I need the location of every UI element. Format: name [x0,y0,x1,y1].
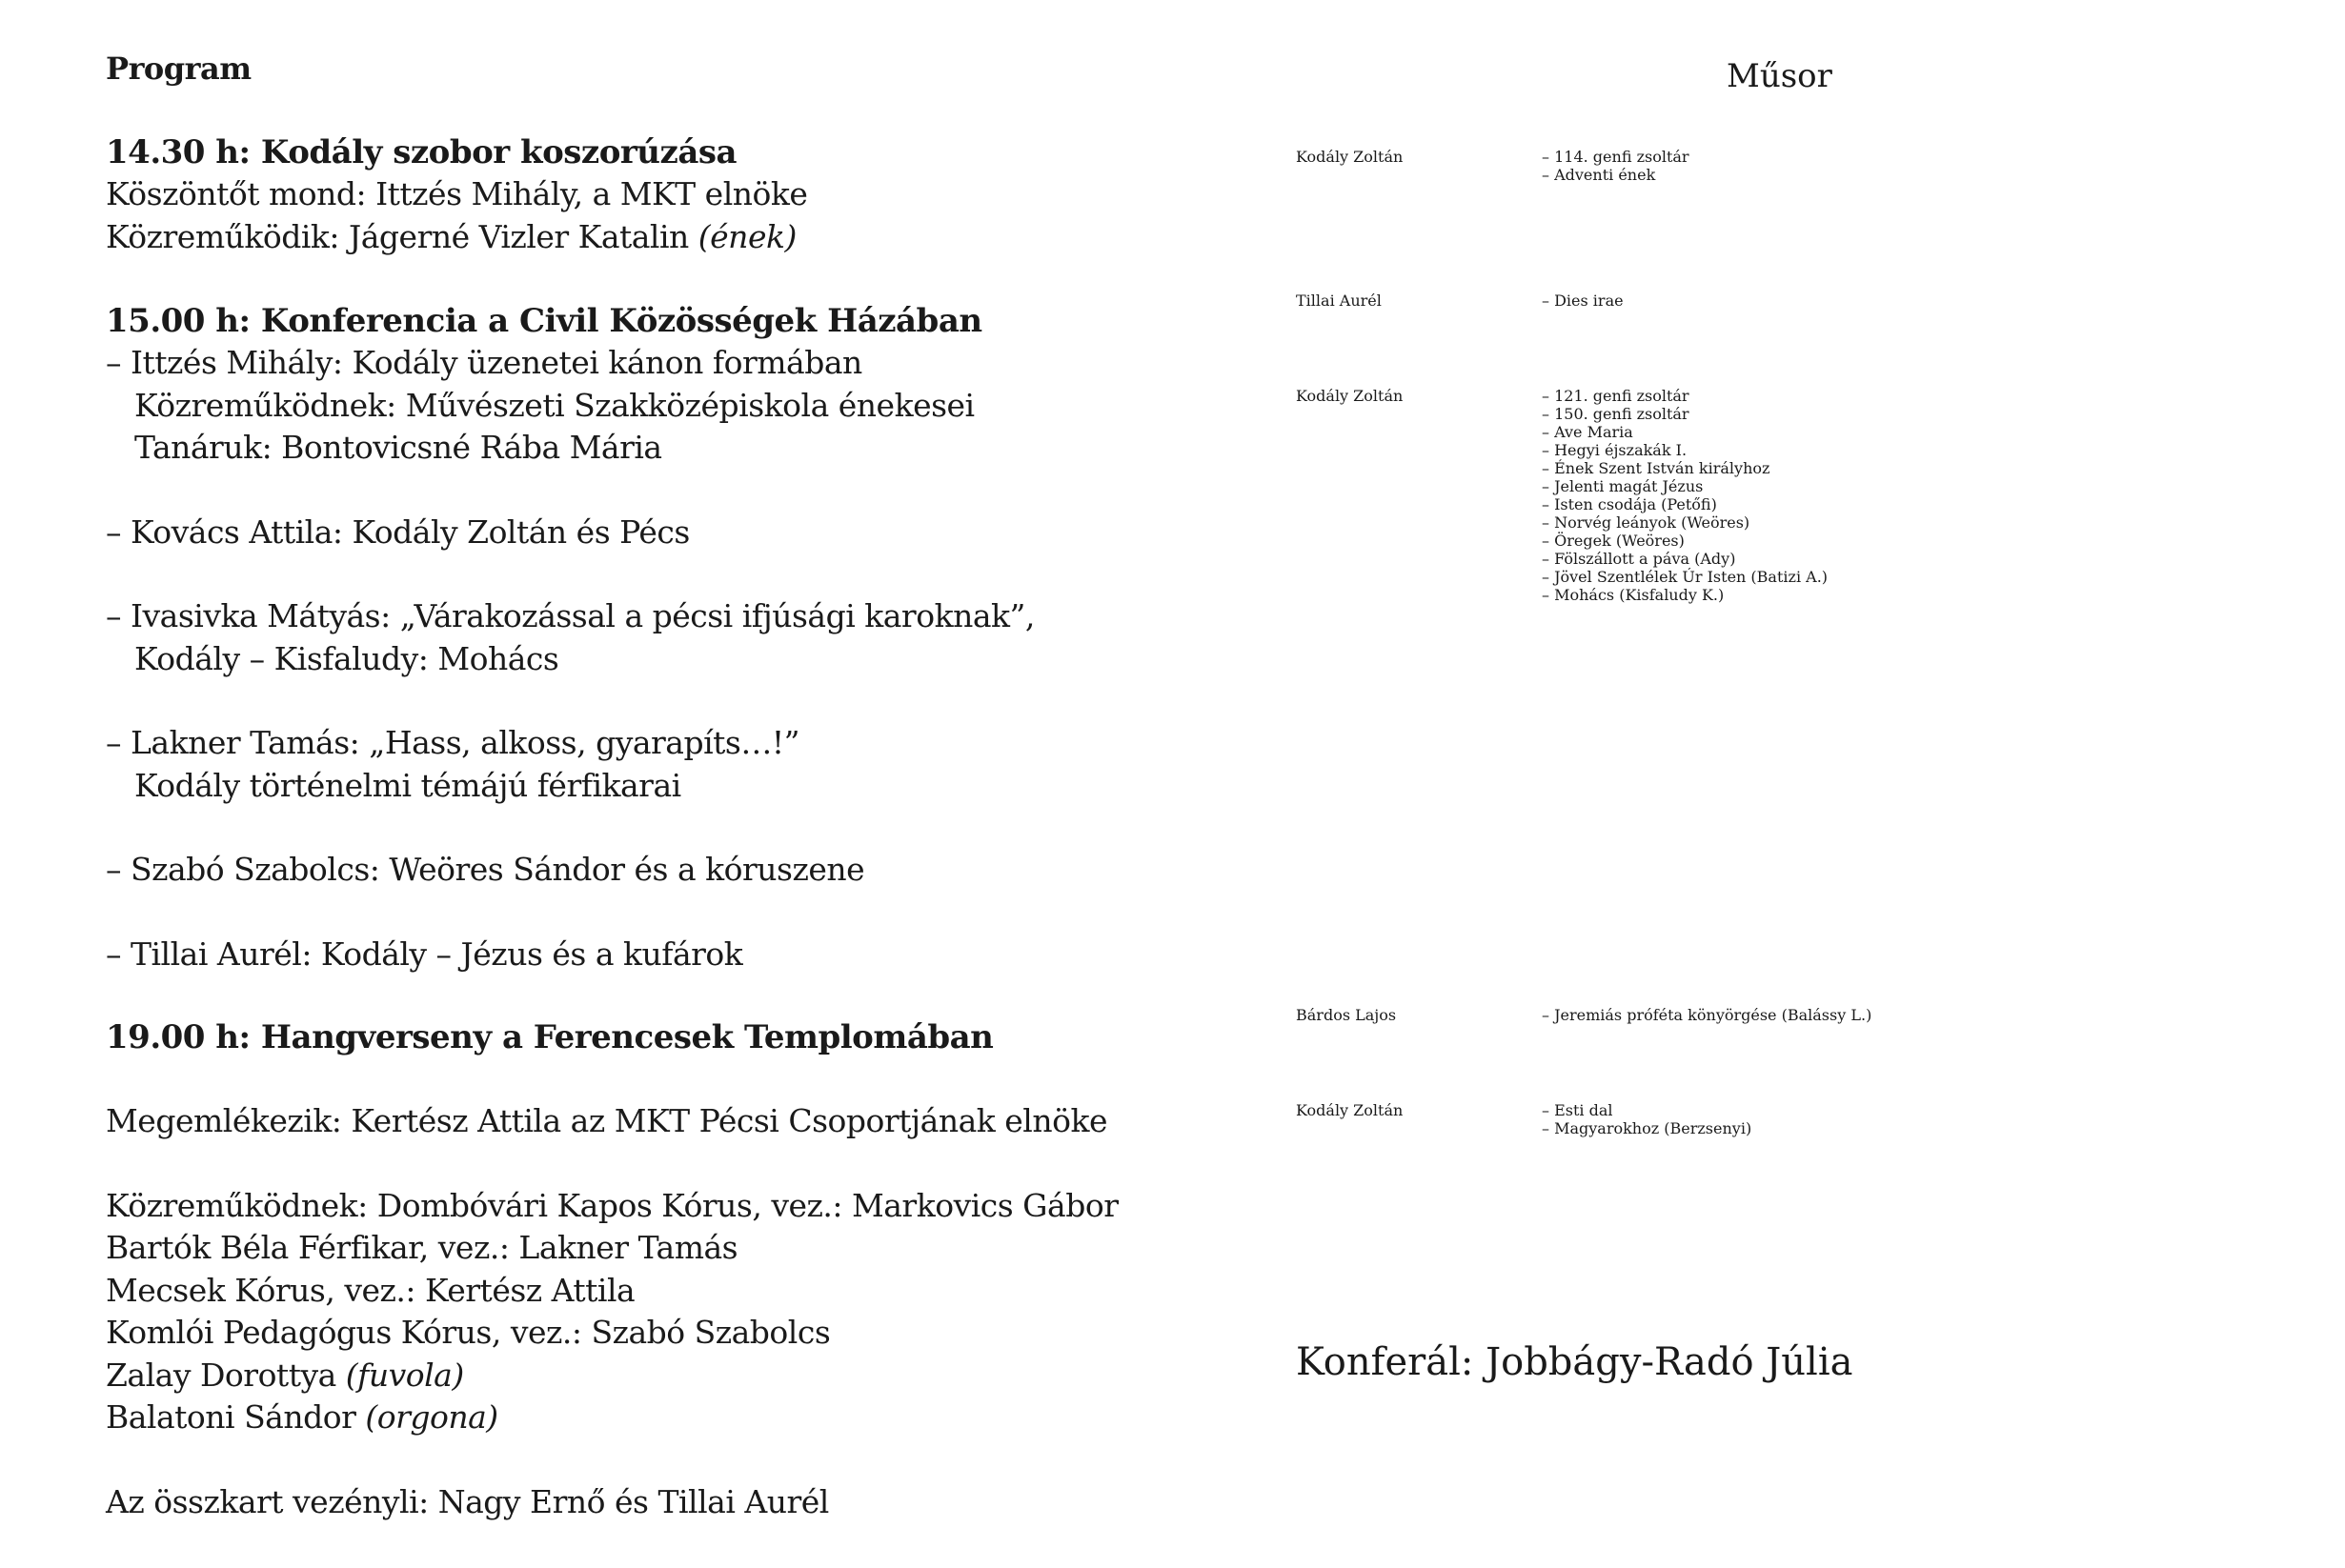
performer-line-6 [106,1397,1230,1439]
section-heading-wreath: 14.30 h: Kodály szobor koszorúzása [106,133,738,171]
performer-5-instrument: (fuvola) [345,1356,464,1394]
performer-6-name: Balatoni Sándor [106,1398,366,1436]
program-title: Program [106,50,252,87]
performer-line-2: Bartók Béla Férfikar, vez.: Lakner Tamás [106,1229,738,1266]
talk-1-teacher: Tanáruk: Bontovicsné Rába Mária [134,429,662,466]
composer-name: Tillai Aurél [1296,291,1382,310]
piece-item: – Fölszállott a páva (Ady) [1542,550,1736,568]
talk-5-title: – Szabó Szabolcs: Weöres Sándor és a kóruszene [106,851,865,888]
piece-item: – 114. genfi zsoltár [1542,148,1689,166]
program-column [106,48,1230,1523]
performer-line-4: Komlói Pedagógus Kórus, vez.: Szabó Szabolcs [106,1314,831,1351]
composer-name: Kodály Zoltán [1296,148,1404,166]
piece-item: – Dies irae [1542,291,1624,310]
welcome-speaker: Köszöntőt mond: Ittzés Mihály, a MKT elnöke [106,175,808,212]
performer-line-3: Mecsek Kórus, vez.: Kertész Attila [106,1271,636,1309]
piece-item: – 121. genfi zsoltár [1542,387,1689,405]
combined-choir-conductors: Az összkart vezényli: Nagy Ernő és Tillai Aurél [106,1482,829,1520]
piece-item: – Ave Maria [1542,423,1633,441]
piece-item: – Isten csodája (Petőfi) [1542,495,1717,513]
talk-6-title: – Tillai Aurél: Kodály – Jézus és a kufárok [106,935,743,973]
talk-4-subtitle: Kodály történelmi témájú férfikarai [134,766,681,804]
piece-item: – Jelenti magát Jézus [1542,477,1704,495]
talk-2-title: – Kovács Attila: Kodály Zoltán és Pécs [106,513,690,551]
wreath-performer [106,216,1230,259]
piece-item: – Adventi ének [1542,166,1656,184]
repertoire-group-1 [1296,148,1689,184]
performer-5-name: Zalay Dorottya [106,1356,346,1394]
piece-item: – 150. genfi zsoltár [1542,405,1689,423]
performer-6-instrument: (orgona) [365,1398,498,1436]
talk-3-title: – Ivasivka Mátyás: „Várakozással a pécsi ifjúsági karoknak”, [106,597,1035,634]
repertoire-group-5 [1296,1101,1751,1137]
piece-item: – Hegyi éjszakák I. [1542,441,1688,459]
performer-line-5 [106,1355,1230,1397]
piece-item: – Norvég leányok (Weöres) [1542,513,1750,532]
performer-line-1: Közreműködnek: Dombóvári Kapos Kórus, vez.: Markovics Gábor [106,1186,1119,1224]
host-line: Konferál: Jobbágy-Radó Júlia [1296,1340,1853,1384]
piece-item: – Ének Szent István királyhoz [1542,459,1770,477]
musor-title: Műsor [1727,57,1832,95]
piece-item: – Öregek (Weöres) [1542,532,1685,550]
talk-1-title: – Ittzés Mihály: Kodály üzenetei kánon formában [106,344,862,381]
repertoire-group-3 [1296,387,1828,604]
piece-item: – Jövel Szentlélek Úr Isten (Batizi A.) [1542,568,1829,586]
composer-name: Kodály Zoltán [1296,1101,1404,1119]
concert-memorial: Megemlékezik: Kertész Attila az MKT Pécsi Csoportjának elnöke [106,1102,1107,1139]
section-heading-conference: 15.00 h: Konferencia a Civil Közösségek Házában [106,302,982,340]
wreath-performer-text: Közreműködik: Jágerné Vizler Katalin [106,217,698,255]
piece-item: – Jeremiás próféta könyörgése (Balássy L.) [1542,1006,1872,1024]
piece-item: – Esti dal [1542,1101,1613,1119]
wreath-performer-role: (ének) [697,217,797,255]
talk-4-title: – Lakner Tamás: „Hass, alkoss, gyarapíts…!” [106,724,799,761]
repertoire-group-4 [1296,1006,1871,1024]
repertoire-group-2 [1296,291,1624,310]
piece-item: – Mohács (Kisfaludy K.) [1542,586,1725,604]
composer-name: Kodály Zoltán [1296,387,1404,405]
talk-3-subtitle: Kodály – Kisfaludy: Mohács [134,639,559,677]
talk-1-performers: Közreműködnek: Művészeti Szakközépiskola énekesei [134,386,975,424]
section-heading-concert: 19.00 h: Hangverseny a Ferencesek Templomában [106,1018,994,1056]
composer-name: Bárdos Lajos [1296,1006,1397,1024]
piece-item: – Magyarokhoz (Berzsenyi) [1542,1119,1752,1137]
